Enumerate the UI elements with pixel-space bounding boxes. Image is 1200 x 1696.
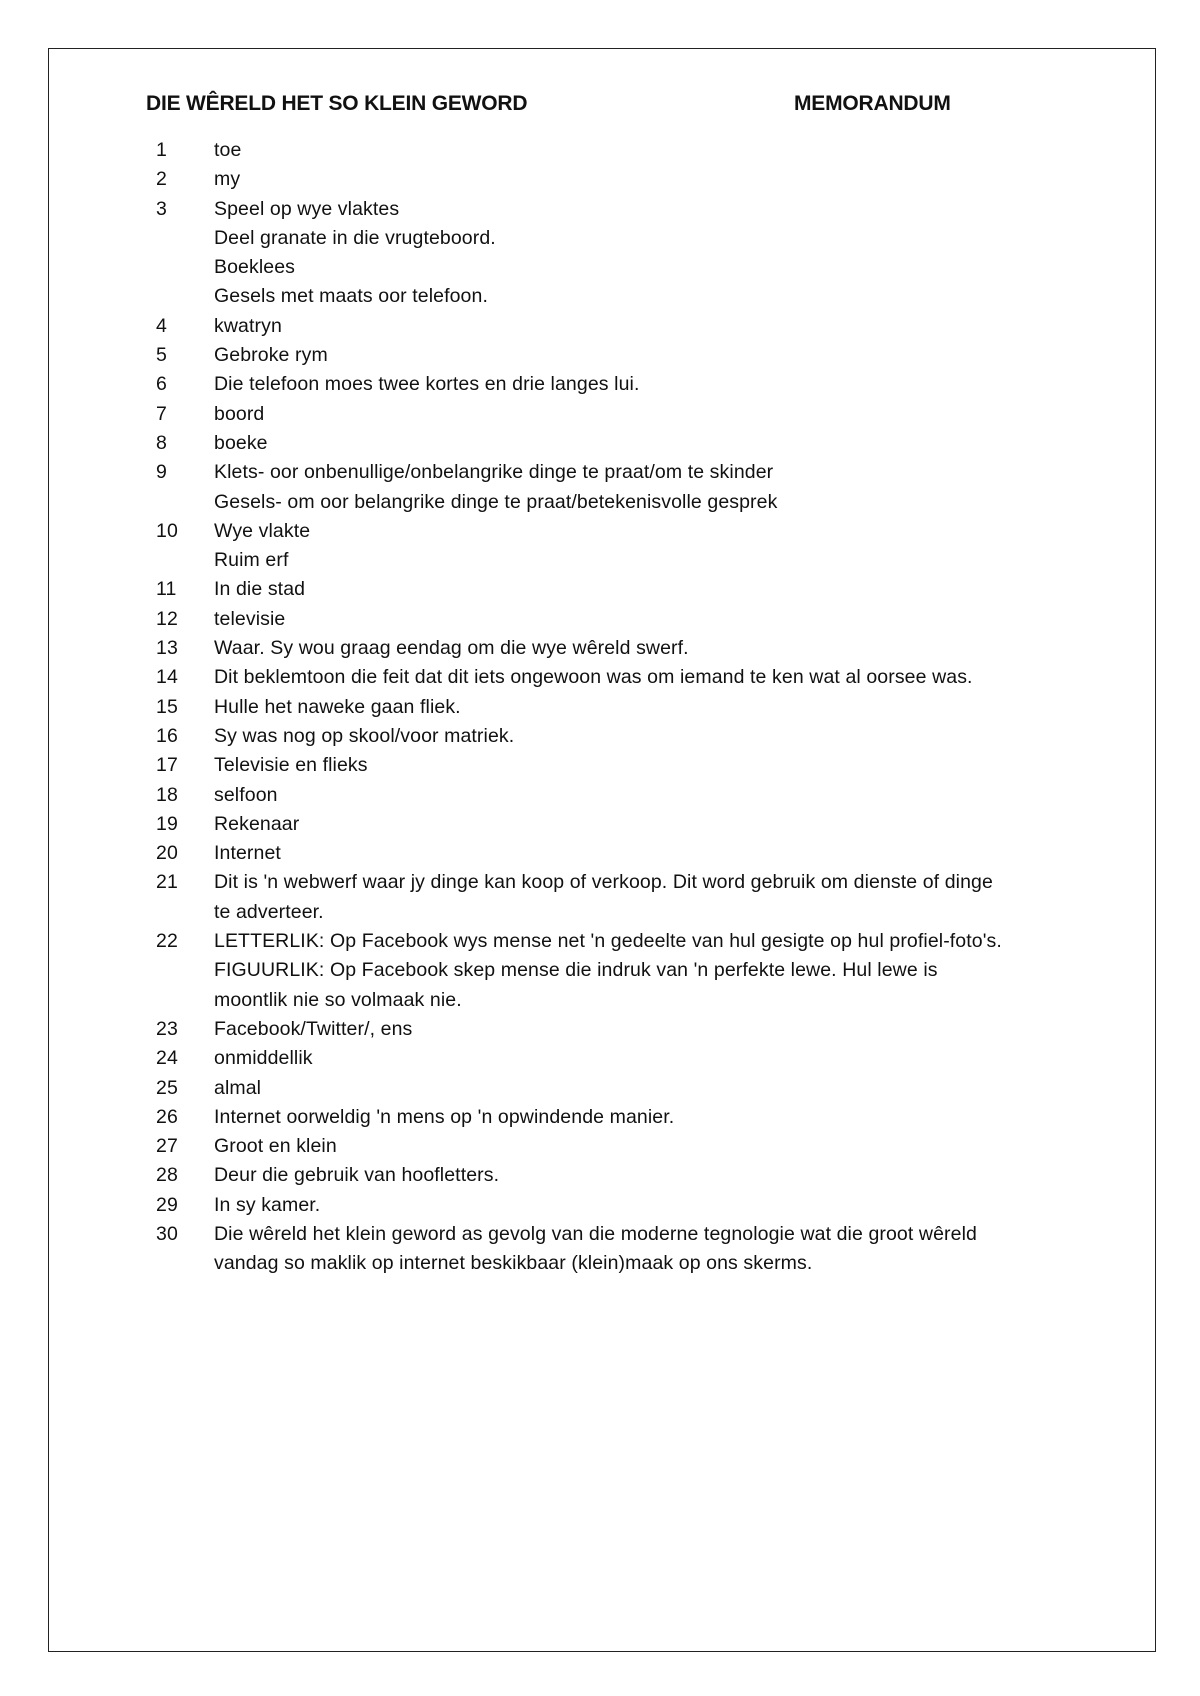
answer-item: [156, 517, 1106, 576]
answer-line: Gesels met maats oor telefoon.: [214, 285, 488, 308]
answer-text: [214, 458, 1106, 517]
answer-item: [156, 458, 1106, 517]
answer-number: 14: [156, 666, 178, 689]
answer-number: 3: [156, 197, 167, 220]
answer-text: [214, 781, 1106, 810]
answer-item: [156, 693, 1106, 722]
answer-line: kwatryn: [214, 314, 282, 337]
answer-number: 25: [156, 1076, 178, 1099]
answer-line: Waar. Sy wou graag eendag om die wye wêreld swerf.: [214, 637, 689, 660]
answer-number: 12: [156, 607, 178, 630]
answer-line: te adverteer.: [214, 900, 324, 923]
answer-item: [156, 1161, 1106, 1190]
answer-number: 28: [156, 1164, 178, 1187]
answer-item: [156, 1132, 1106, 1161]
answer-text: [214, 810, 1106, 839]
answer-item: [156, 400, 1106, 429]
answer-line: toe: [214, 139, 242, 161]
answer-line: Dit beklemtoon die feit dat dit iets ongewoon was om iemand te ken wat al oorsee was.: [214, 666, 973, 689]
answer-line: Facebook/Twitter/, ens: [214, 1017, 413, 1040]
answer-line: boeke: [214, 431, 268, 454]
answer-line: In die stad: [214, 578, 306, 601]
answer-number: 18: [156, 783, 178, 806]
answer-text: [214, 1132, 1106, 1161]
answer-line: Deel granate in die vrugteboord.: [214, 226, 496, 249]
answer-line: FIGUURLIK: Op Facebook skep mense die indruk van 'n perfekte lewe. Hul lewe is: [214, 959, 938, 982]
answer-item: [156, 1074, 1106, 1103]
answer-item: [156, 927, 1106, 1015]
answer-number: 26: [156, 1105, 178, 1128]
answer-text: [214, 165, 1106, 194]
answer-item: [156, 634, 1106, 663]
answer-line: Deur die gebruik van hoofletters.: [214, 1164, 500, 1187]
answer-line: onmiddellik: [214, 1047, 313, 1070]
answer-number: 30: [156, 1222, 178, 1245]
answer-line: Speel op wye vlaktes: [214, 197, 400, 220]
answer-line: selfoon: [214, 783, 278, 806]
answer-line: Groot en klein: [214, 1135, 337, 1158]
answer-item: [156, 810, 1106, 839]
answer-item: [156, 1103, 1106, 1132]
answer-text: [214, 868, 1106, 927]
answer-line: LETTERLIK: Op Facebook wys mense net 'n gedeelte van hul gesigte op hul profiel-foto's.: [214, 930, 1002, 953]
answer-number: 4: [156, 314, 167, 337]
answer-number: 21: [156, 871, 178, 894]
answer-text: [214, 195, 1106, 312]
answer-text: [214, 693, 1106, 722]
answer-item: [156, 663, 1106, 692]
answer-line: boord: [214, 402, 265, 425]
answer-item: [156, 781, 1106, 810]
answer-list: [156, 136, 1106, 1279]
answer-text: [214, 663, 1106, 692]
answer-item: [156, 312, 1106, 341]
answer-number: 10: [156, 519, 178, 542]
answer-text: [214, 370, 1106, 399]
answer-line: Klets- oor onbenullige/onbelangrike dinge te praat/om te skinder: [214, 461, 774, 484]
document-title: DIE WÊRELD HET SO KLEIN GEWORD: [146, 92, 528, 115]
answer-item: [156, 195, 1106, 312]
answer-item: [156, 605, 1106, 634]
answer-line: Wye vlakte: [214, 519, 311, 542]
answer-line: Die telefoon moes twee kortes en drie langes lui.: [214, 373, 640, 396]
memo-header: [146, 92, 986, 120]
answer-text: [214, 575, 1106, 604]
answer-text: [214, 1044, 1106, 1073]
answer-line: televisie: [214, 607, 286, 630]
answer-line: almal: [214, 1076, 262, 1099]
answer-line: Internet oorweldig 'n mens op 'n opwindende manier.: [214, 1105, 675, 1128]
answer-text: [214, 1161, 1106, 1190]
answer-line: Televisie en flieks: [214, 754, 368, 777]
answer-number: 19: [156, 812, 178, 835]
answer-text: [214, 839, 1106, 868]
answer-text: [214, 341, 1106, 370]
answer-number: 8: [156, 431, 167, 454]
answer-item: [156, 1015, 1106, 1044]
answer-item: [156, 165, 1106, 194]
answer-line: Gesels- om oor belangrike dinge te praat/betekenisvolle gesprek: [214, 490, 778, 513]
answer-item: [156, 751, 1106, 780]
answer-line: Sy was nog op skool/voor matriek.: [214, 724, 515, 747]
memorandum-label: MEMORANDUM: [794, 92, 951, 115]
answer-text: [214, 751, 1106, 780]
answer-number: 7: [156, 402, 167, 425]
answer-text: [214, 400, 1106, 429]
answer-number: 29: [156, 1193, 178, 1216]
answer-item: [156, 1191, 1106, 1220]
answer-number: 6: [156, 373, 167, 396]
answer-line: Internet: [214, 842, 281, 865]
answer-item: [156, 429, 1106, 458]
answer-number: 17: [156, 754, 178, 777]
answer-line: Gebroke rym: [214, 344, 328, 367]
answer-item: [156, 722, 1106, 751]
answer-item: [156, 868, 1106, 927]
answer-text: [214, 1191, 1106, 1220]
answer-line: Dit is 'n webwerf waar jy dinge kan koop of verkoop. Dit word gebruik om dienste of dinge: [214, 871, 993, 894]
answer-number: 22: [156, 930, 178, 953]
answer-item: [156, 136, 1106, 165]
answer-text: [214, 1103, 1106, 1132]
answer-text: [214, 605, 1106, 634]
answer-text: [214, 1220, 1106, 1279]
answer-text: [214, 136, 1106, 165]
answer-line: Ruim erf: [214, 549, 289, 572]
answer-number: 1: [156, 139, 167, 161]
answer-line: In sy kamer.: [214, 1193, 321, 1216]
answer-text: [214, 517, 1106, 576]
answer-text: [214, 927, 1106, 1015]
answer-text: [214, 634, 1106, 663]
answer-item: [156, 1044, 1106, 1073]
answer-text: [214, 1015, 1106, 1044]
answer-number: 23: [156, 1017, 178, 1040]
answer-item: [156, 575, 1106, 604]
answer-text: [214, 722, 1106, 751]
answer-line: Die wêreld het klein geword as gevolg van die moderne tegnologie wat die groot wêreld: [214, 1222, 977, 1245]
answer-number: 9: [156, 461, 167, 484]
answer-number: 27: [156, 1135, 178, 1158]
answer-line: moontlik nie so volmaak nie.: [214, 988, 462, 1011]
answer-item: [156, 370, 1106, 399]
answer-line: vandag so maklik op internet beskikbaar (klein)maak op ons skerms.: [214, 1252, 813, 1275]
answer-number: 20: [156, 842, 178, 865]
answer-number: 16: [156, 724, 178, 747]
answer-number: 24: [156, 1047, 178, 1070]
answer-text: [214, 312, 1106, 341]
answer-line: Boeklees: [214, 256, 296, 279]
answer-number: 2: [156, 168, 167, 191]
answer-number: 5: [156, 344, 167, 367]
answer-number: 15: [156, 695, 178, 718]
answer-line: Hulle het naweke gaan fliek.: [214, 695, 461, 718]
answer-text: [214, 429, 1106, 458]
answer-line: my: [214, 168, 241, 191]
answer-item: [156, 1220, 1106, 1279]
answer-item: [156, 341, 1106, 370]
answer-line: Rekenaar: [214, 812, 300, 835]
answer-item: [156, 839, 1106, 868]
answer-number: 11: [156, 578, 177, 601]
answer-text: [214, 1074, 1106, 1103]
answer-number: 13: [156, 637, 178, 660]
